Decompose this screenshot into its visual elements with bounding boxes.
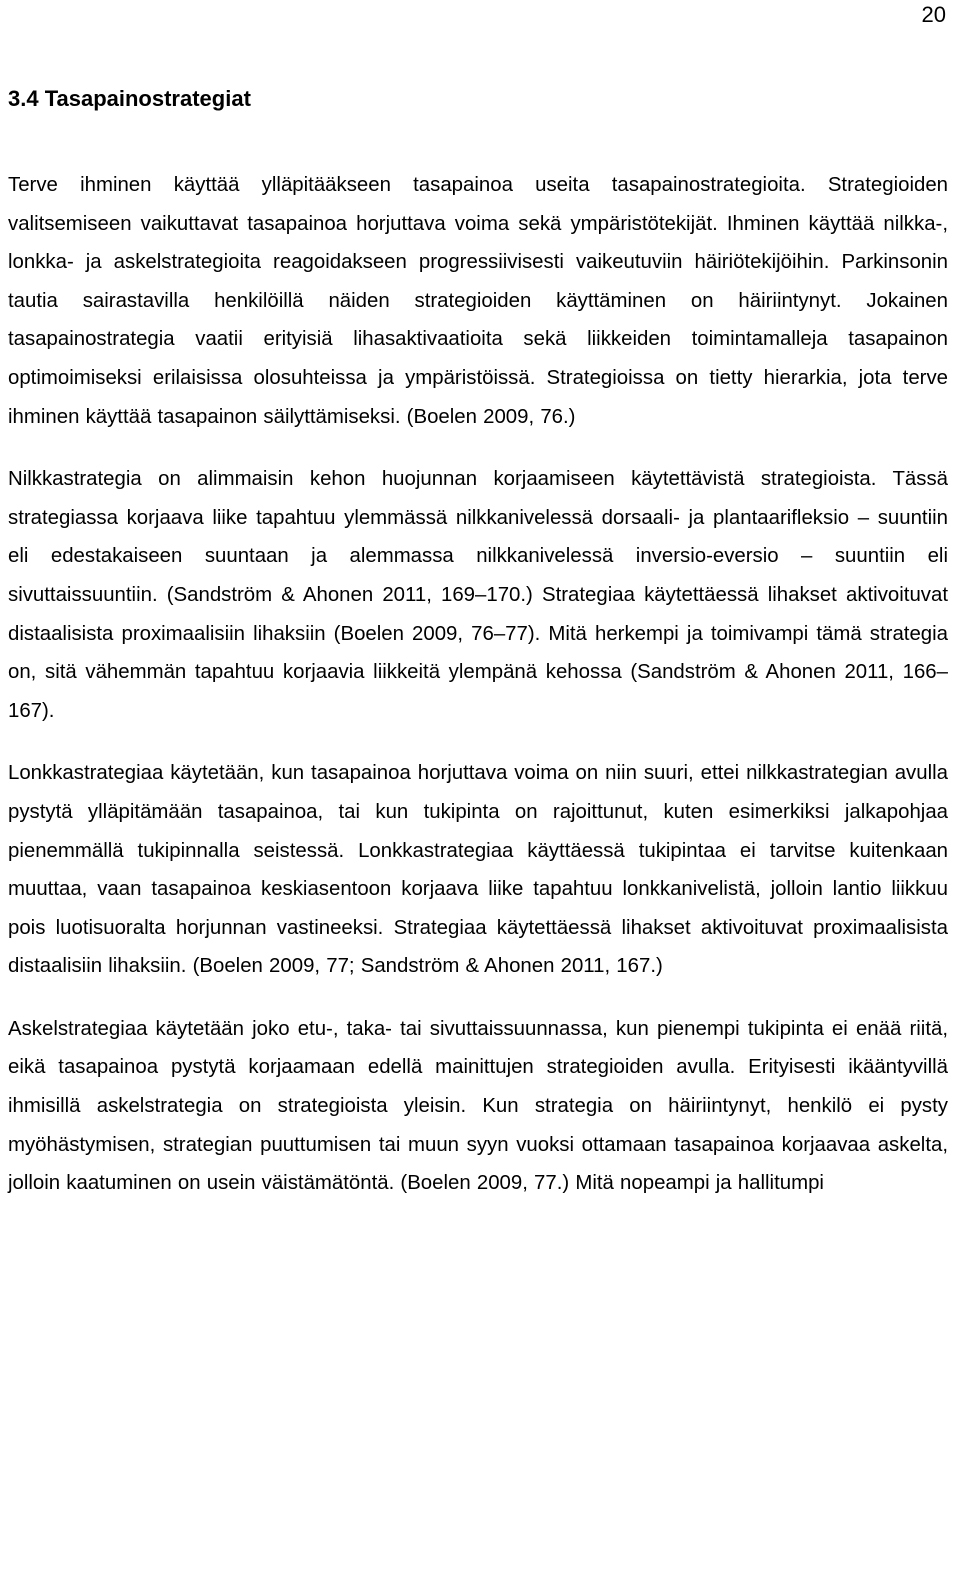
- paragraph-balance-strategies-intro: Terve ihminen käyttää ylläpitääkseen tasapainoa useita tasapainostrategioita. Strategioiden valitsemiseen vaikuttavat tasapainoa horjuttava voima sekä ympäristötekijät. Ihminen käyttää nilkka-, lonkka- ja askelstrategioita reagoidakseen progressiivisesti vaikeutuviin häiriötekijöihin. Parkinsonin tautia sairastavilla henkilöillä näiden strategioiden käyttäminen on häiriintynyt. Jokainen tasapainostrategia vaatii erityisiä lihasaktivaatioita sekä liikkeiden toimintamalleja tasapainon optimoimiseksi erilaisissa olosuhteissa ja ympäristöissä. Strategioissa on tietty hierarkia, jota terve ihminen käyttää tasapainon säilyttämiseksi. (Boelen 2009, 76.): [8, 174, 948, 428]
- paragraph-step-strategy: Askelstrategiaa käytetään joko etu-, taka- tai sivuttaissuunnassa, kun pienempi tukipinta ei enää riitä, eikä tasapainoa pystytä korjaamaan edellä mainittujen strategioiden avulla. Erityisesti ikääntyvillä ihmisillä askelstrategia on strategioista yleisin. Kun strategia on häiriintynyt, henkilö ei pysty myöhästymisen, strategian puuttumisen tai muun syyn vuoksi ottamaan tasapainoa korjaavaa askelta, jolloin kaatuminen on usein väistämätöntä. (Boelen 2009, 77.) Mitä nopeampi ja hallitumpi: [8, 1017, 948, 1195]
- page-number: 20: [921, 2, 946, 27]
- paragraph-hip-strategy: Lonkkastrategiaa käytetään, kun tasapainoa horjuttava voima on niin suuri, ettei nilkkastrategian avulla pystytä ylläpitämään tasapainoa, tai kun tukipinta on rajoittunut, kuten esimerkiksi jalkapohjaa pienemmällä tukipinnalla seistessä. Lonkkastrategiaa käyttäessä tukipintaa ei tarvitse kuitenkaan muuttaa, vaan tasapainoa keskiasentoon korjaava liike tapahtuu lonkkanivelistä, jolloin lantio liikkuu pois luotisuoralta horjunnan vastineeksi. Strategiaa käytettäessä lihakset aktivoituvat proximaalisista distaalisiin lihaksiin. (Boelen 2009, 77; Sandström & Ahonen 2011, 167.): [8, 762, 948, 978]
- paragraph-ankle-strategy: Nilkkastrategia on alimmaisin kehon huojunnan korjaamiseen käytettävistä strategioista. Tässä strategiassa korjaava liike tapahtuu ylemmässä nilkkanivelessä dorsaali- ja plantaarifleksio – suuntiin eli edestakaiseen suuntaan ja alemmassa nilkkanivelessä inversio-eversio – suuntiin eli sivuttaissuuntiin. (Sandström & Ahonen 2011, 169–170.) Strategiaa käytettäessä lihakset aktivoituvat distaalisista proximaalisiin lihaksiin (Boelen 2009, 76–77). Mitä herkempi ja toimivampi tämä strategia on, sitä vähemmän tapahtuu korjaavia liikkeitä ylempänä kehossa (Sandström & Ahonen 2011, 166–167).: [8, 468, 948, 722]
- section-heading: 3.4 Tasapainostrategiat: [8, 86, 251, 111]
- body-text: [8, 166, 948, 1203]
